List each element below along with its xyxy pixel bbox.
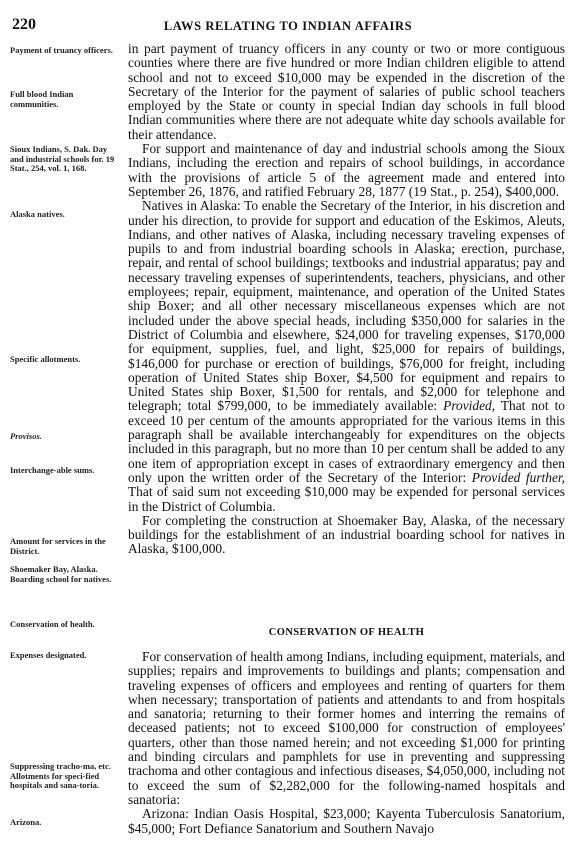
paragraph-truancy: in part payment of truancy officers in any county or two or more contiguous counties where there are five hundred or more Indian children eligible to attend school and not to exceed $10,000 may be expended in the discretion of the Secretary of the Interior for the payment of salaries of public school teachers employed by the State or county in special Indian day schools in full blood Indian communities where there are not adequate white day schools available for their attendance.: [128, 41, 565, 142]
margin-note-full-blood: Full blood Indian communities.: [10, 89, 74, 109]
margin-note-suppressing: Suppressing tracho-ma, etc. Allotments for speci-fied hospitals and sana-toria.: [10, 761, 111, 790]
margin-note-specific-allotments: Specific allotments.: [10, 354, 81, 364]
margin-note-interchangeable: Interchange-able sums.: [10, 465, 95, 475]
margin-note-arizona: Arizona.: [10, 817, 42, 827]
alaska-text-a: Natives in Alaska: To enable the Secretary of the Interior, in his discretion and under his direction, to provide for support and education of the Eskimos, Aleuts, Indians, and other natives of Alaska, including necessary traveling expenses of pupils to and from industrial boarding schools in Alaska; erection, purchase, repair, and rental of school buildings; textbooks and industrial apparatus; pay and necessary traveling expenses of superintendents, teachers, physicians, and other employees; repair, equipment, maintenance, and operation of the United States ship Boxer; and all other necessary miscellaneous expenses which are not included under the above special heads, including $350,000 for salaries in the District of Columbia and elsewhere, $24,000 for traveling expenses, $170,000 for equipment, supplies, fuel, and light, $25,000 for repairs of buildings, $146,000 for purchase or erection of buildings, $76,000 for freight, including operation of United States ship Boxer, $4,500 for equipment and repairs to United States ship Boxer, $1,500 for rentals, and $2,000 for telephone and telegraph; total $799,000, to be immediately available:: [128, 198, 565, 414]
paragraph-alaska: [128, 199, 565, 514]
page-header: [12, 16, 564, 38]
page-number: 220: [12, 16, 36, 33]
paragraph-conservation: For conservation of health among Indians, including equipment, materials, and supplies; repairs and improvements to buildings and plants; compensation and traveling expenses of officers and employees and renting of quarters for them when necessary; transportation of patients and attendants to and from hospitals and sanatoria; returning to their former homes and interring the remains of deceased patients; not to exceed $100,000 for construction of employees' quarters, other than those named herein; and not exceeding $1,000 for printing and binding circulars and pamphlets for use in preventing and suppressing trachoma and other contagious and infectious diseases, $4,050,000, including not to exceed the sum of $2,282,000 for the following-named hospitals and sanatoria:: [128, 649, 565, 807]
margin-note-shoemaker: Shoemaker Bay, Alaska. Boarding school for natives.: [10, 564, 112, 584]
paragraph-arizona: Arizona: Indian Oasis Hospital, $23,000; Kayenta Tuberculosis Sanatorium, $45,000; Fort Defiance Sanatorium and Southern Navajo: [128, 806, 565, 836]
paragraph-sioux: For support and maintenance of day and industrial schools among the Sioux Indians, including the erection and repairs of school buildings, in accordance with the provisions of article 5 of the agreement made and entered into September 26, 1876, and ratified February 28, 1877 (19 Stat., p. 254), $400,000.: [128, 141, 565, 199]
margin-note-provisos: Provisos.: [10, 431, 42, 441]
paragraph-shoemaker: For completing the construction at Shoemaker Bay, Alaska, of the necessary buildings for the establishment of an industrial boarding school for natives in Alaska, $100,000.: [128, 512, 565, 557]
margin-note-amount-services: Amount for services in the District.: [10, 536, 106, 556]
margin-note-alaska-natives: Alaska natives.: [10, 209, 65, 219]
alaska-text-b: That not to exceed 10 per centum of the amounts appropriated for the various items in this paragraph shall be available interchangeably for expenditures on the objects included in this paragraph, but no more than 10 per centum shall be added to any one item of appropriation except in cases of extraordinary emergency and then only upon the written order of the Secretary of the Interior:: [128, 398, 565, 485]
margin-note-expenses: Expenses designated.: [10, 650, 87, 660]
section-heading: CONSERVATION OF HEALTH: [268, 627, 425, 638]
text-block-1: [128, 42, 565, 557]
alaska-text-c: That of said sum not exceeding $10,000 may be expended for personal services in the District of Columbia.: [128, 484, 565, 514]
running-title: LAWS RELATING TO INDIAN AFFAIRS: [163, 19, 413, 33]
margin-note-conservation: Conservation of health.: [10, 619, 95, 629]
provided-italic: Provided,: [443, 398, 496, 414]
margin-note-truancy: Payment of truancy officers.: [10, 45, 113, 55]
provided-further-italic: Provided further,: [471, 469, 565, 485]
margin-note-sioux: Sioux Indians, S. Dak. Day and industrial schools for. 19 Stat., 254, vol. 1, 168.: [10, 144, 115, 173]
text-block-2: [128, 650, 565, 836]
